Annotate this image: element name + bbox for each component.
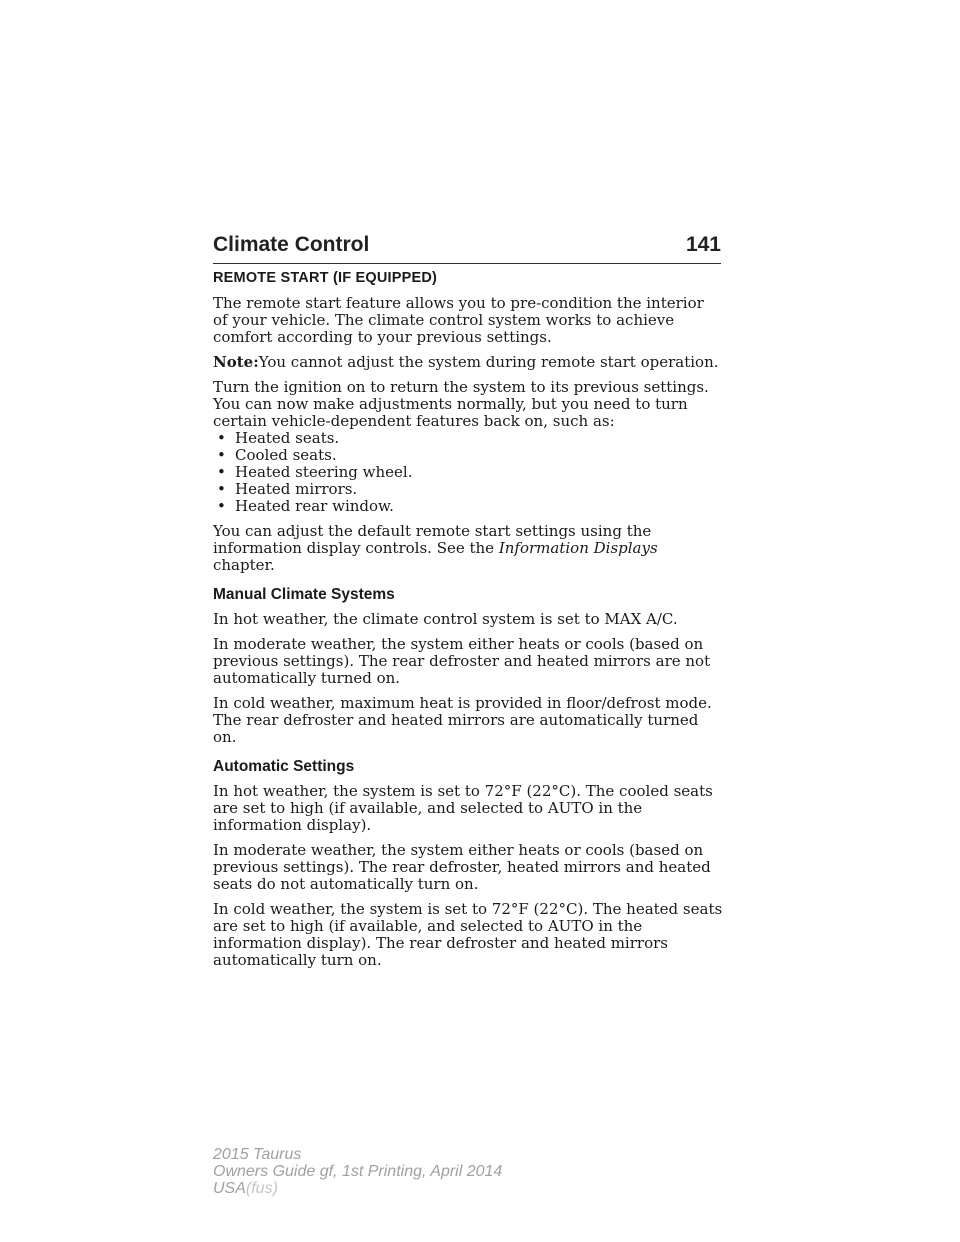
list-item: • Heated mirrors. — [217, 480, 358, 498]
note-label: Note: — [213, 353, 259, 371]
footer-printing: Owners Guide gf, 1st Printing, April 2014 — [213, 1163, 503, 1180]
automatic-cold-weather: In cold weather, the system is set to 72°F (22°C). The heated seats are set to high (if available, and selected to AUTO in the information display). The rear defroster and heated mirrors automatically turn on. — [213, 900, 723, 969]
note-text: You cannot adjust the system during remote start operation. — [258, 353, 719, 371]
bullet-icon: • — [217, 497, 226, 515]
feature-bullet-list — [213, 430, 723, 515]
section-heading-remote-start: REMOTE START (IF EQUIPPED) — [213, 270, 438, 286]
remote-start-intro: The remote start feature allows you to pre-condition the interior of your vehicle. The climate control system works to achieve comfort according to your previous settings. — [213, 294, 704, 346]
page-content — [213, 270, 723, 977]
remote-start-note — [213, 354, 723, 371]
bullet-icon: • — [217, 463, 226, 481]
chapter-reference: Information Displays — [498, 539, 658, 557]
manual-cold-weather: In cold weather, maximum heat is provided in floor/defrost mode. The rear defroster and heated mirrors are automatically turned on. — [213, 694, 712, 746]
section-heading-manual: Manual Climate Systems — [213, 586, 395, 603]
footer-region-code: (fus) — [245, 1180, 278, 1197]
automatic-moderate-weather: In moderate weather, the system either heats or cools (based on previous settings). The rear defroster, heated mirrors and heated seats do not automatically turn on. — [213, 841, 711, 893]
bullet-icon: • — [217, 429, 226, 447]
manual-hot-weather: In hot weather, the climate control system is set to MAX A/C. — [213, 610, 678, 628]
bullet-icon: • — [217, 480, 226, 498]
footer-model: 2015 Taurus — [213, 1146, 302, 1163]
footer-region: USA(fus) — [213, 1180, 278, 1197]
remote-start-settings-paragraph: You can adjust the default remote start settings using the information display controls. See the Information Displays chapter. — [213, 522, 658, 574]
section-heading-automatic: Automatic Settings — [213, 758, 355, 775]
manual-moderate-weather: In moderate weather, the system either heats or cools (based on previous settings). The rear defroster and heated mirrors are not automatically turned on. — [213, 635, 711, 687]
list-item: • Heated steering wheel. — [217, 463, 413, 481]
automatic-hot-weather: In hot weather, the system is set to 72°F (22°C). The cooled seats are set to high (if available, and selected to AUTO in the information display). — [213, 782, 713, 834]
chapter-title: Climate Control — [213, 233, 370, 256]
bullet-icon: • — [217, 446, 226, 464]
page-header — [213, 229, 721, 264]
page-footer — [213, 1146, 502, 1197]
remote-start-ignition-paragraph: Turn the ignition on to return the system to its previous settings. You can now make adjustments normally, but you need to turn certain vehicle-dependent features back on, such as: — [213, 378, 709, 430]
page-number: 141 — [685, 233, 721, 256]
list-item: • Heated seats. — [217, 429, 340, 447]
list-item: • Heated rear window. — [217, 497, 394, 515]
list-item: • Cooled seats. — [217, 446, 337, 464]
